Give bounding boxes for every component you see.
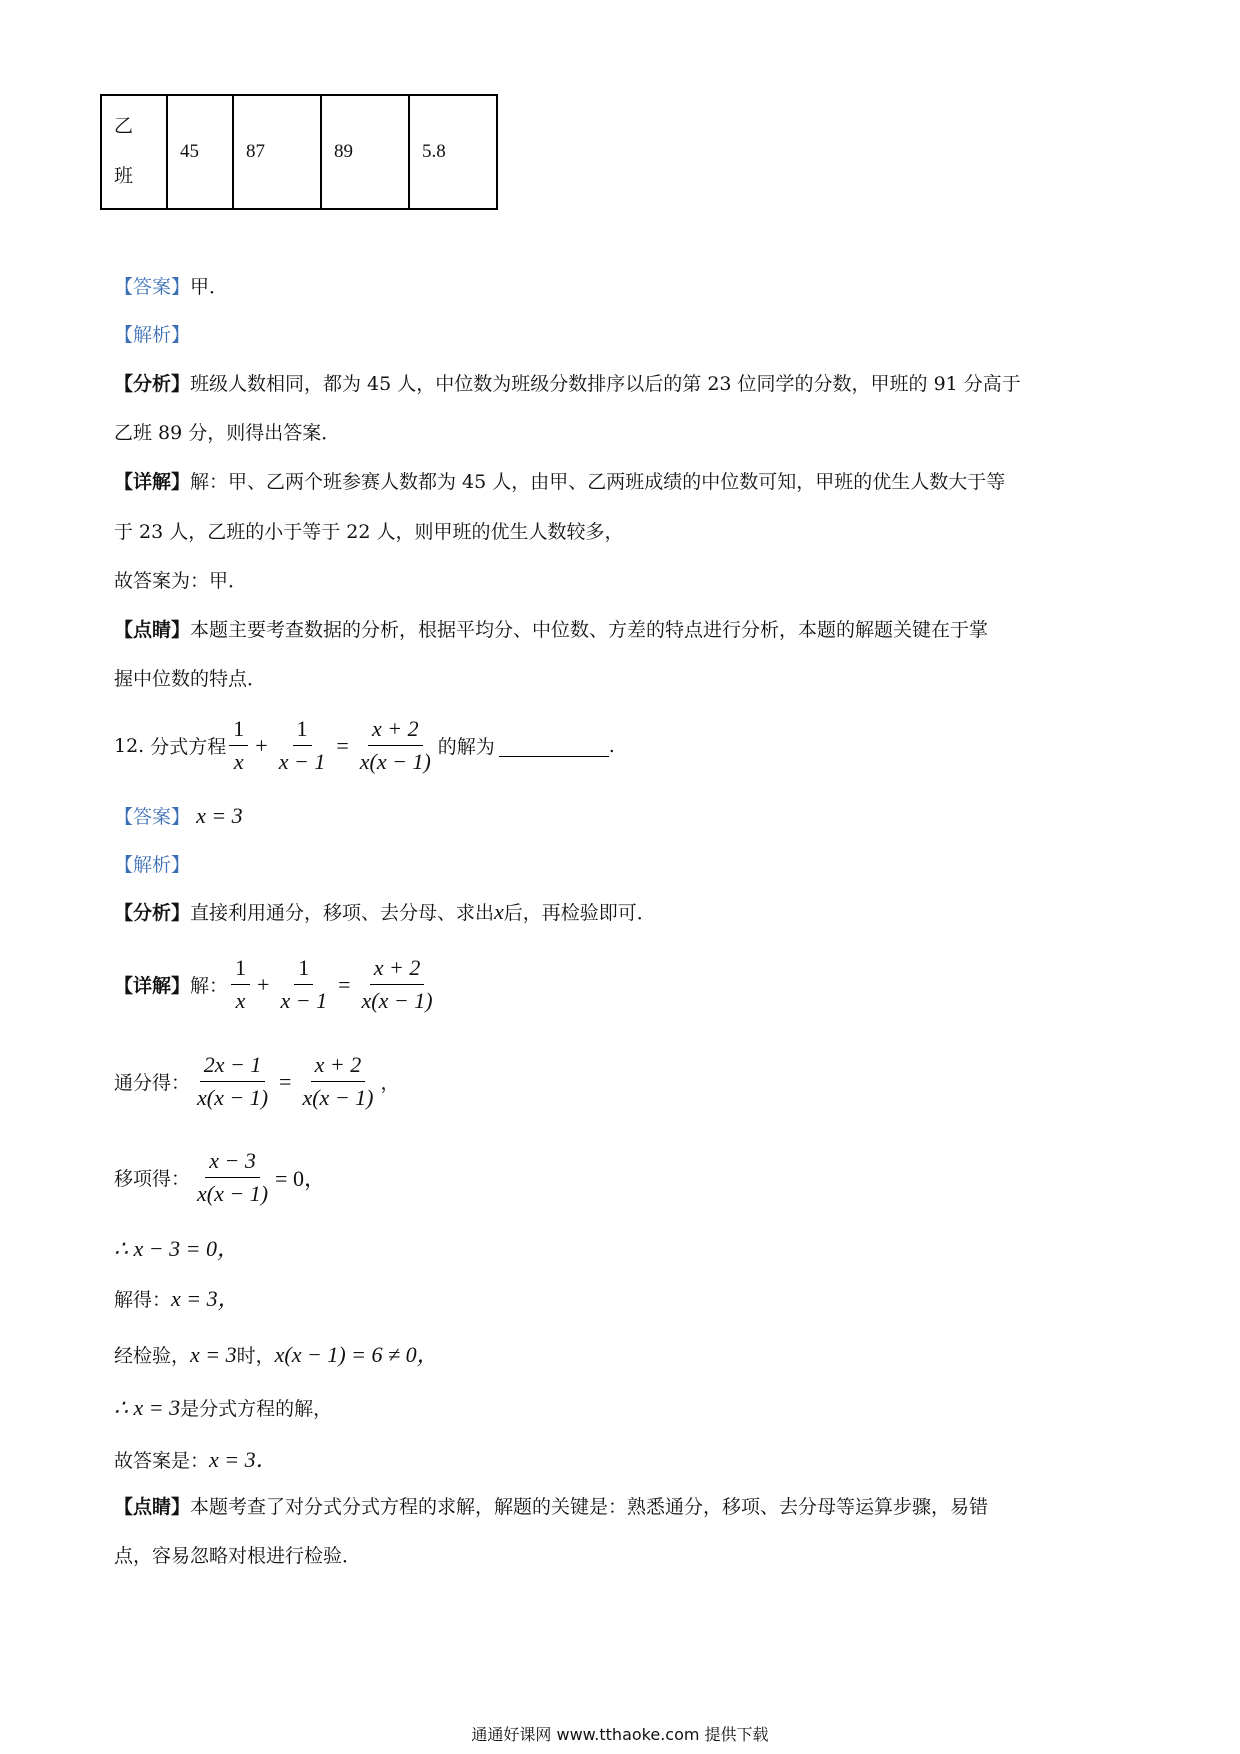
numerator: 1 xyxy=(229,716,248,746)
denominator: x − 1 xyxy=(280,988,328,1013)
jiede-label: 解得： xyxy=(114,1289,172,1311)
equals-zero: = 0， xyxy=(275,1166,326,1191)
analysis-tag: 【解析】 xyxy=(114,854,191,876)
question-prefix: 分式方程 xyxy=(150,736,227,758)
q12-dianjing-line2: 点，容易忽略对根进行检验． xyxy=(114,1545,362,1567)
table-cell-count: 45 xyxy=(167,95,233,209)
dianjing-tag: 【点睛】 xyxy=(114,1496,191,1518)
numerator: x + 2 xyxy=(370,955,425,985)
q12-final xyxy=(114,1443,278,1474)
denominator: x xyxy=(235,988,246,1013)
fenxi-tag: 【分析】 xyxy=(114,902,191,924)
fraction-1-over-x-minus-1 xyxy=(275,716,330,775)
is-solution-eq: ∴ x = 3 xyxy=(114,1395,181,1420)
q12-tongfen xyxy=(114,1052,400,1111)
q11-xiangjie-line1 xyxy=(114,467,1005,494)
table-row xyxy=(101,95,497,209)
numerator: 2x − 1 xyxy=(200,1052,266,1082)
jianyan-text: 时， xyxy=(236,1345,275,1367)
fraction-rhs xyxy=(358,955,437,1014)
denominator: x − 1 xyxy=(278,749,326,774)
is-solution-text: 是分式方程的解， xyxy=(180,1398,333,1420)
numerator: 1 xyxy=(231,955,250,985)
fenxi-text-a: 直接利用通分，移项、去分母、求出 xyxy=(190,902,495,924)
numerator: 1 xyxy=(293,716,312,746)
score-table-fragment xyxy=(100,94,498,210)
xiangjie-text: 解： xyxy=(190,975,229,997)
fraction-1-over-x xyxy=(229,716,248,775)
fraction-rhs xyxy=(298,1052,377,1111)
dianjing-text: 本题考查了对分式分式方程的求解，解题的关键是：熟悉通分，移项、去分母等运算步骤，易错 xyxy=(190,1496,989,1518)
dianjing-text: 本题主要考查数据的分析，根据平均分、中位数、方差的特点进行分析，本题的解题关键在于掌 xyxy=(190,619,989,641)
denominator: x xyxy=(233,749,244,774)
denominator: x(x − 1) xyxy=(359,749,431,774)
fraction-1-over-x-minus-1 xyxy=(276,955,331,1014)
q12-fenxi xyxy=(114,898,656,925)
jianyan-eq1: x = 3 xyxy=(190,1342,237,1367)
q12-jianyan xyxy=(114,1338,439,1369)
therefore-equation: ∴ x − 3 = 0， xyxy=(114,1236,239,1261)
q11-fenxi-line1 xyxy=(114,369,1021,396)
q11-conclusion: 故答案为：甲． xyxy=(114,570,248,592)
answer-text: 甲． xyxy=(190,276,229,298)
equals-sign: = xyxy=(338,971,351,997)
q11-answer xyxy=(114,272,228,299)
fraction-lhs xyxy=(193,1052,272,1111)
fenxi-text-b: 后，再检验即可． xyxy=(503,902,656,924)
denominator: x(x − 1) xyxy=(302,1085,374,1110)
equals-sign: = xyxy=(336,732,349,758)
numerator: x + 2 xyxy=(368,716,423,746)
denominator: x(x − 1) xyxy=(361,988,433,1013)
answer-tag: 【答案】 xyxy=(114,806,191,828)
q11-fenxi-line2: 乙班 89 分，则得出答案． xyxy=(114,422,341,444)
q12-jiede xyxy=(114,1282,240,1313)
dianjing-tag: 【点睛】 xyxy=(114,619,191,641)
q11-xiangjie-line2: 于 23 人，乙班的小于等于 22 人，则甲班的优生人数较多， xyxy=(114,521,624,543)
fenxi-tag: 【分析】 xyxy=(114,373,191,395)
plus-sign: + xyxy=(255,732,268,758)
denominator: x(x − 1) xyxy=(197,1181,269,1206)
jianyan-eq2: x(x − 1) = 6 ≠ 0， xyxy=(274,1342,439,1367)
answer-tag: 【答案】 xyxy=(114,276,191,298)
xiangjie-text: 解：甲、乙两个班参赛人数都为 45 人，由甲、乙两班成绩的中位数可知，甲班的优生人数大于等 xyxy=(190,471,1006,493)
q11-dianjing-line1 xyxy=(114,615,988,642)
fraction-x-minus-3 xyxy=(193,1148,272,1207)
plus-sign: + xyxy=(257,971,270,997)
numerator: x + 2 xyxy=(311,1052,366,1082)
table-cell-mean: 87 xyxy=(233,95,321,209)
jiede-equation: x = 3， xyxy=(171,1286,240,1311)
page-footer: 通通好课网 www.tthaoke.com 提供下载 xyxy=(471,1725,769,1744)
question-suffix: 的解为 xyxy=(437,736,495,758)
yixiang-label: 移项得： xyxy=(114,1168,191,1190)
fenxi-text: 班级人数相同，都为 45 人，中位数为班级分数排序以后的第 23 位同学的分数，甲班的 91 分高于 xyxy=(190,373,1021,395)
final-equation: x = 3． xyxy=(209,1447,278,1472)
question-end: . xyxy=(608,734,615,757)
fenxi-variable: x xyxy=(494,899,504,924)
numerator: 1 xyxy=(294,955,313,985)
xiangjie-tag: 【详解】 xyxy=(114,975,191,997)
q12-question xyxy=(114,716,615,775)
tongfen-label: 通分得： xyxy=(114,1072,191,1094)
answer-text: x = 3 xyxy=(196,803,243,828)
q12-dianjing-line1 xyxy=(114,1492,988,1519)
fraction-rhs xyxy=(356,716,435,775)
final-label: 故答案是： xyxy=(114,1450,210,1472)
q11-dianjing-line2: 握中位数的特点． xyxy=(114,668,267,690)
table-cell-variance: 5.8 xyxy=(409,95,497,209)
jianyan-label: 经检验， xyxy=(114,1345,191,1367)
numerator: x − 3 xyxy=(205,1148,260,1178)
q12-answer xyxy=(114,802,243,829)
comma: ， xyxy=(380,1072,400,1094)
q12-xiangjie xyxy=(114,955,440,1014)
table-cell-median: 89 xyxy=(321,95,409,209)
question-number: 12. xyxy=(114,734,145,757)
denominator: x(x − 1) xyxy=(197,1085,269,1110)
table-cell-class: 乙 班 xyxy=(101,95,167,209)
q12-is-solution xyxy=(114,1394,332,1421)
fraction-1-over-x xyxy=(231,955,250,1014)
q12-yixiang xyxy=(114,1148,326,1207)
equals-sign: = xyxy=(279,1068,292,1094)
analysis-tag: 【解析】 xyxy=(114,324,191,346)
answer-blank xyxy=(499,734,609,757)
xiangjie-tag: 【详解】 xyxy=(114,471,191,493)
